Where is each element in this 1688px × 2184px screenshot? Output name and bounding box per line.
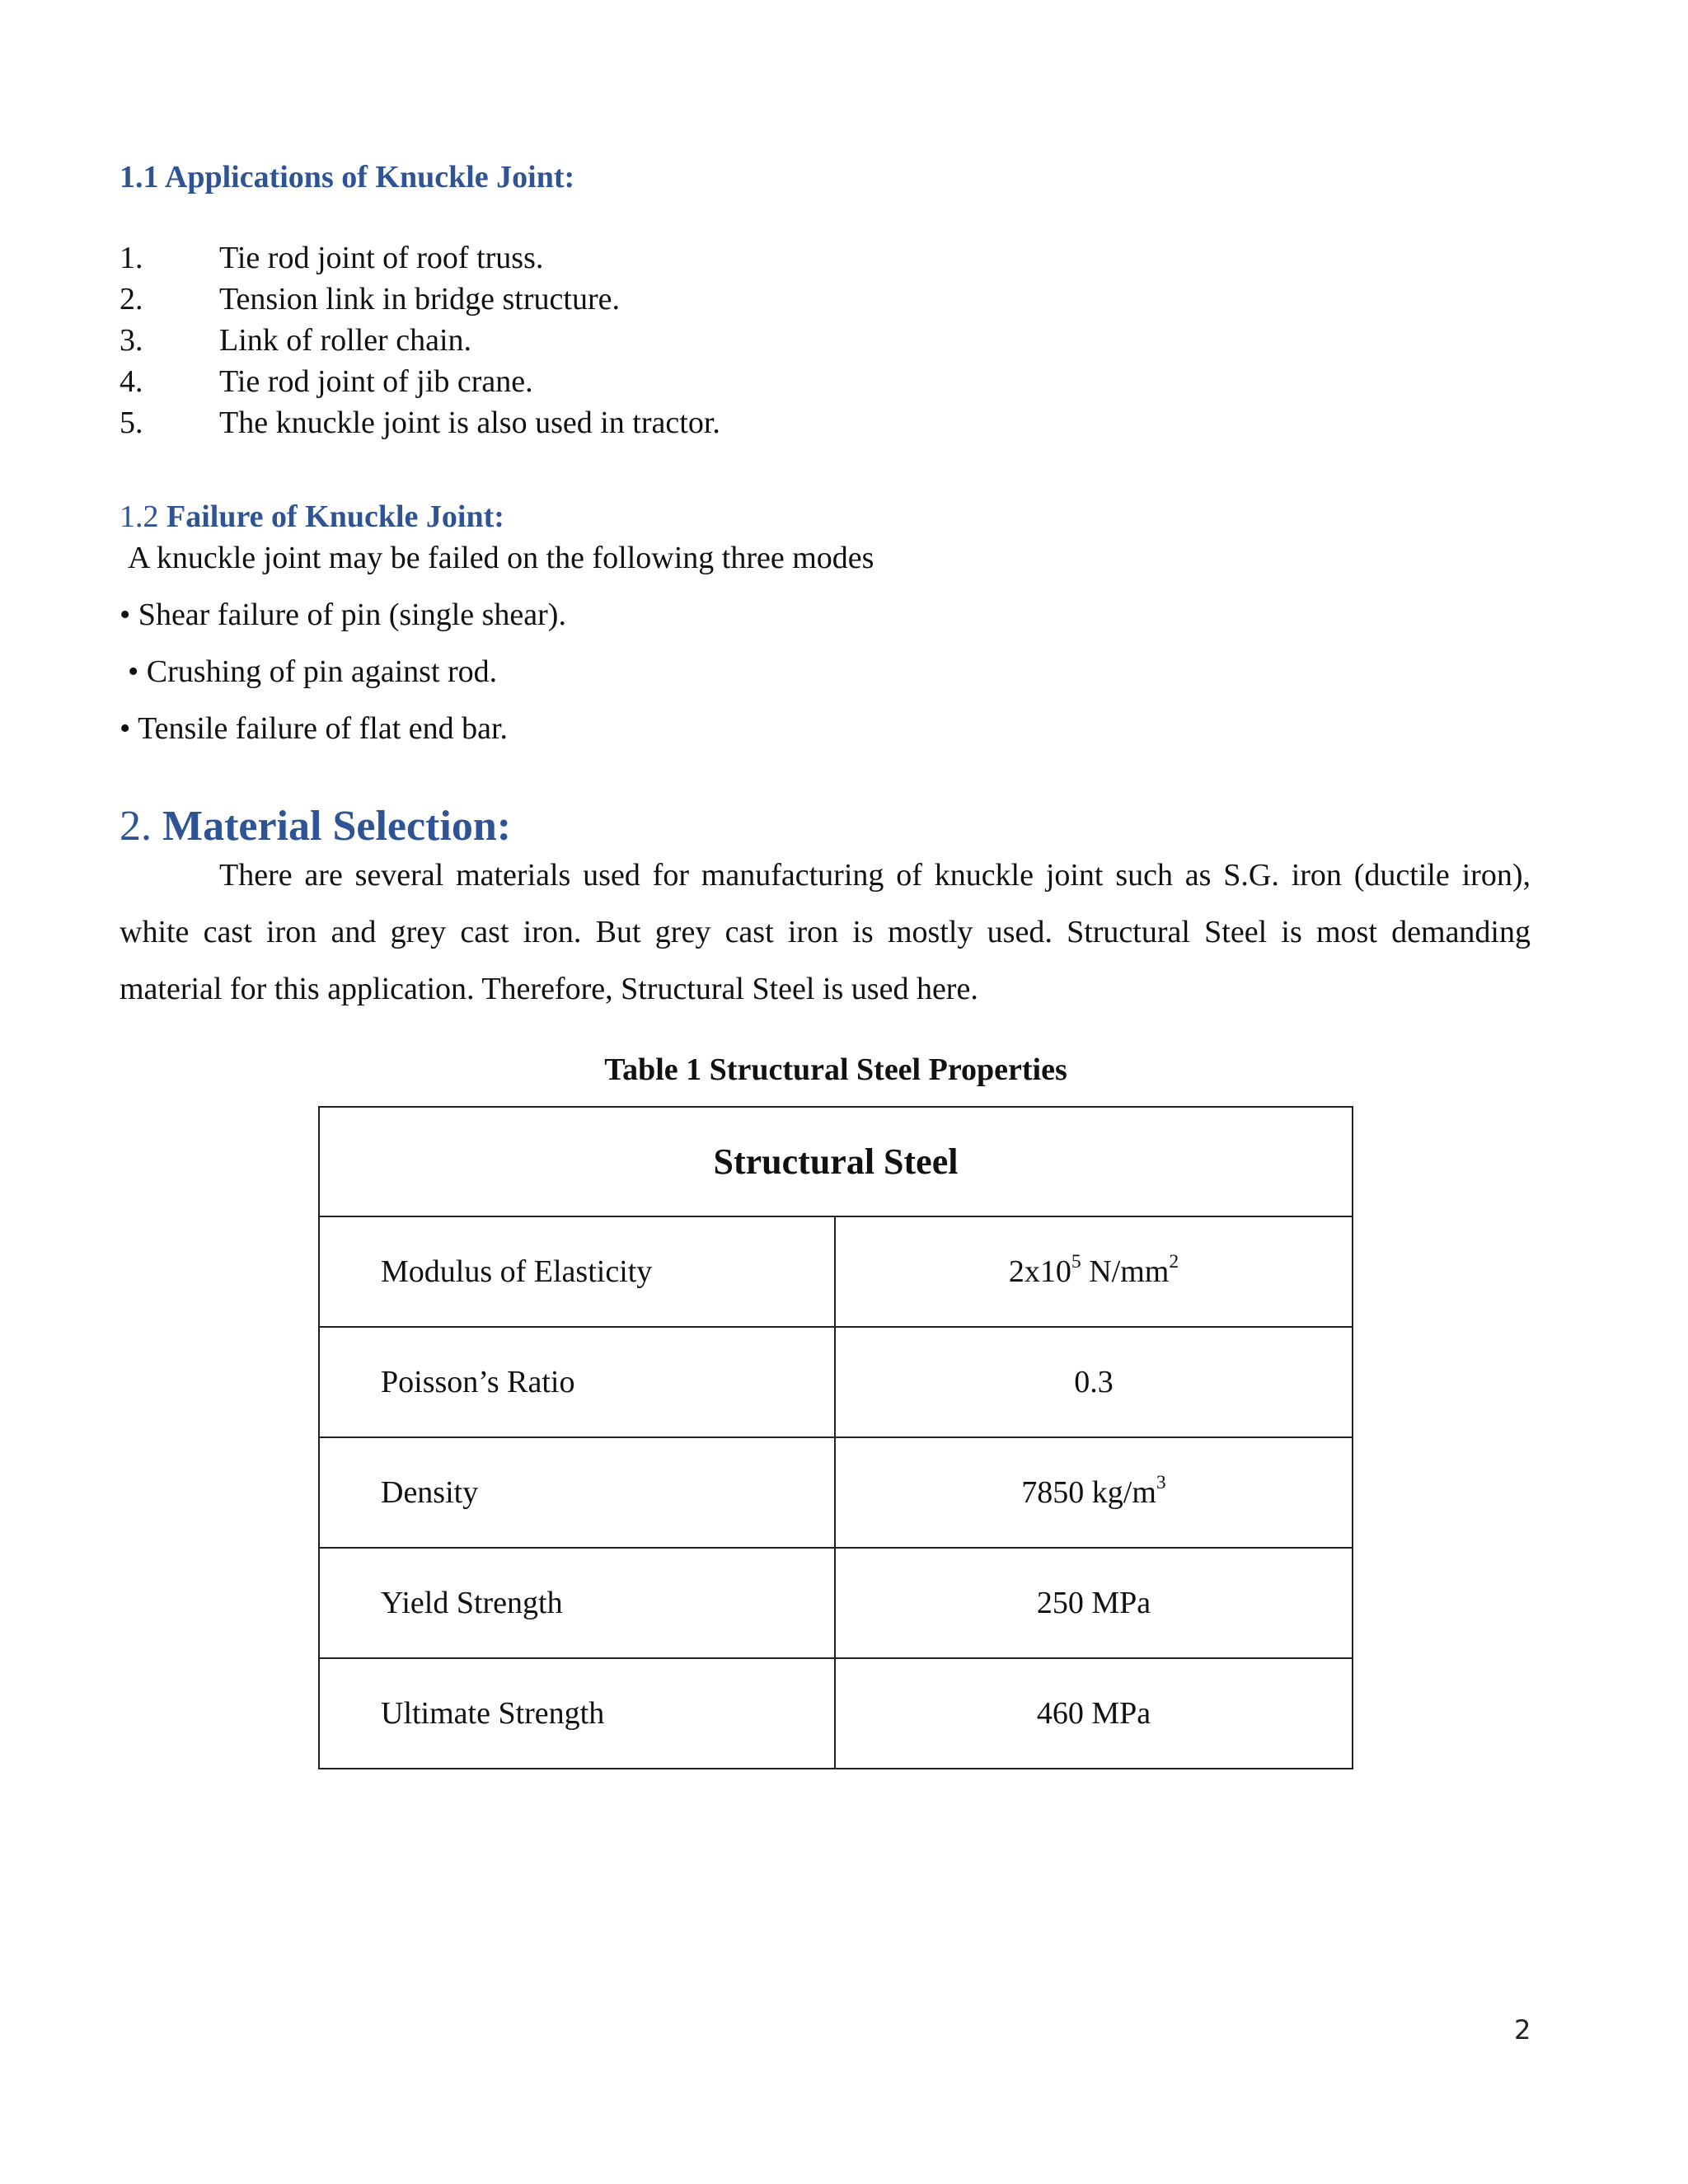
list-item-text: Tie rod joint of jib crane. — [219, 364, 533, 399]
value-base: 0.3 — [1074, 1365, 1114, 1399]
section-heading-failure — [120, 499, 504, 535]
value-unit: N/mm — [1081, 1254, 1170, 1289]
failure-intro-text: A knuckle joint may be failed on the following three modes — [128, 541, 874, 575]
table-cell-value — [835, 1216, 1353, 1327]
table-row — [319, 1327, 1353, 1437]
table-cell-property: Density — [319, 1437, 835, 1548]
paragraph-line: material for this application. Therefore, Structural Steel is used here. — [120, 972, 978, 1006]
table-row — [319, 1437, 1353, 1548]
table-cell-property: Ultimate Strength — [319, 1658, 835, 1769]
list-item — [120, 363, 861, 401]
paragraph-line: white cast iron and grey cast iron. But grey cast iron is mostly used. Structural Steel is most demanding — [120, 915, 1531, 949]
table-row — [319, 1548, 1353, 1658]
list-item-text: The knuckle joint is also used in tractor. — [219, 405, 720, 440]
list-item-number: 2. — [120, 282, 143, 316]
table-row — [319, 1216, 1353, 1327]
list-item-number: 3. — [120, 323, 143, 358]
list-item-number: 5. — [120, 405, 143, 440]
section-heading-number: 2. — [120, 803, 152, 850]
section-heading-material-selection — [120, 802, 511, 851]
table-cell-property: Poisson’s Ratio — [319, 1327, 835, 1437]
bullet-item: • Crushing of pin against rod. — [128, 654, 498, 689]
table-header-row — [319, 1107, 1353, 1216]
table-cell-property: Yield Strength — [319, 1548, 835, 1658]
table-caption: Table 1 Structural Steel Properties — [604, 1052, 1067, 1087]
bullet-item: • Tensile failure of flat end bar. — [120, 711, 509, 746]
table-cell-value — [835, 1327, 1353, 1437]
list-item-number: 4. — [120, 364, 143, 399]
list-item-number: 1. — [120, 241, 143, 275]
value-exponent: 3 — [1156, 1472, 1166, 1494]
list-item — [120, 405, 861, 443]
table-cell-value — [835, 1658, 1353, 1769]
list-item — [120, 240, 861, 278]
value-base: 460 MPa — [1036, 1696, 1151, 1731]
list-item — [120, 322, 861, 360]
table-cell-value — [835, 1548, 1353, 1658]
list-item-text: Tension link in bridge structure. — [219, 282, 620, 316]
table-header-cell: Structural Steel — [319, 1107, 1353, 1216]
section-heading-text: Material Selection: — [162, 803, 512, 850]
list-item-text: Link of roller chain. — [219, 323, 472, 358]
table-cell-property: Modulus of Elasticity — [319, 1216, 835, 1327]
list-item — [120, 281, 861, 319]
list-item-text: Tie rod joint of roof truss. — [219, 241, 544, 275]
bullet-item: • Shear failure of pin (single shear). — [120, 598, 566, 632]
properties-table — [318, 1106, 1353, 1769]
value-exponent: 5 — [1071, 1251, 1081, 1273]
value-base: 250 MPa — [1036, 1586, 1151, 1620]
page-number: 2 — [1514, 2014, 1531, 2046]
table-cell-value — [835, 1437, 1353, 1548]
value-base: 2x10 — [1008, 1254, 1071, 1289]
table-row — [319, 1658, 1353, 1769]
paragraph-line: There are several materials used for manufacturing of knuckle joint such as S.G. iron (ductile iron), — [219, 858, 1531, 893]
section-heading-text: Failure of Knuckle Joint: — [166, 499, 504, 534]
material-selection-paragraph — [120, 847, 1531, 1018]
section-heading-applications: 1.1 Applications of Knuckle Joint: — [120, 160, 575, 194]
section-heading-number: 1.2 — [120, 499, 159, 534]
value-base: 7850 kg/m — [1021, 1475, 1156, 1510]
value-unit-exponent: 2 — [1169, 1251, 1179, 1273]
